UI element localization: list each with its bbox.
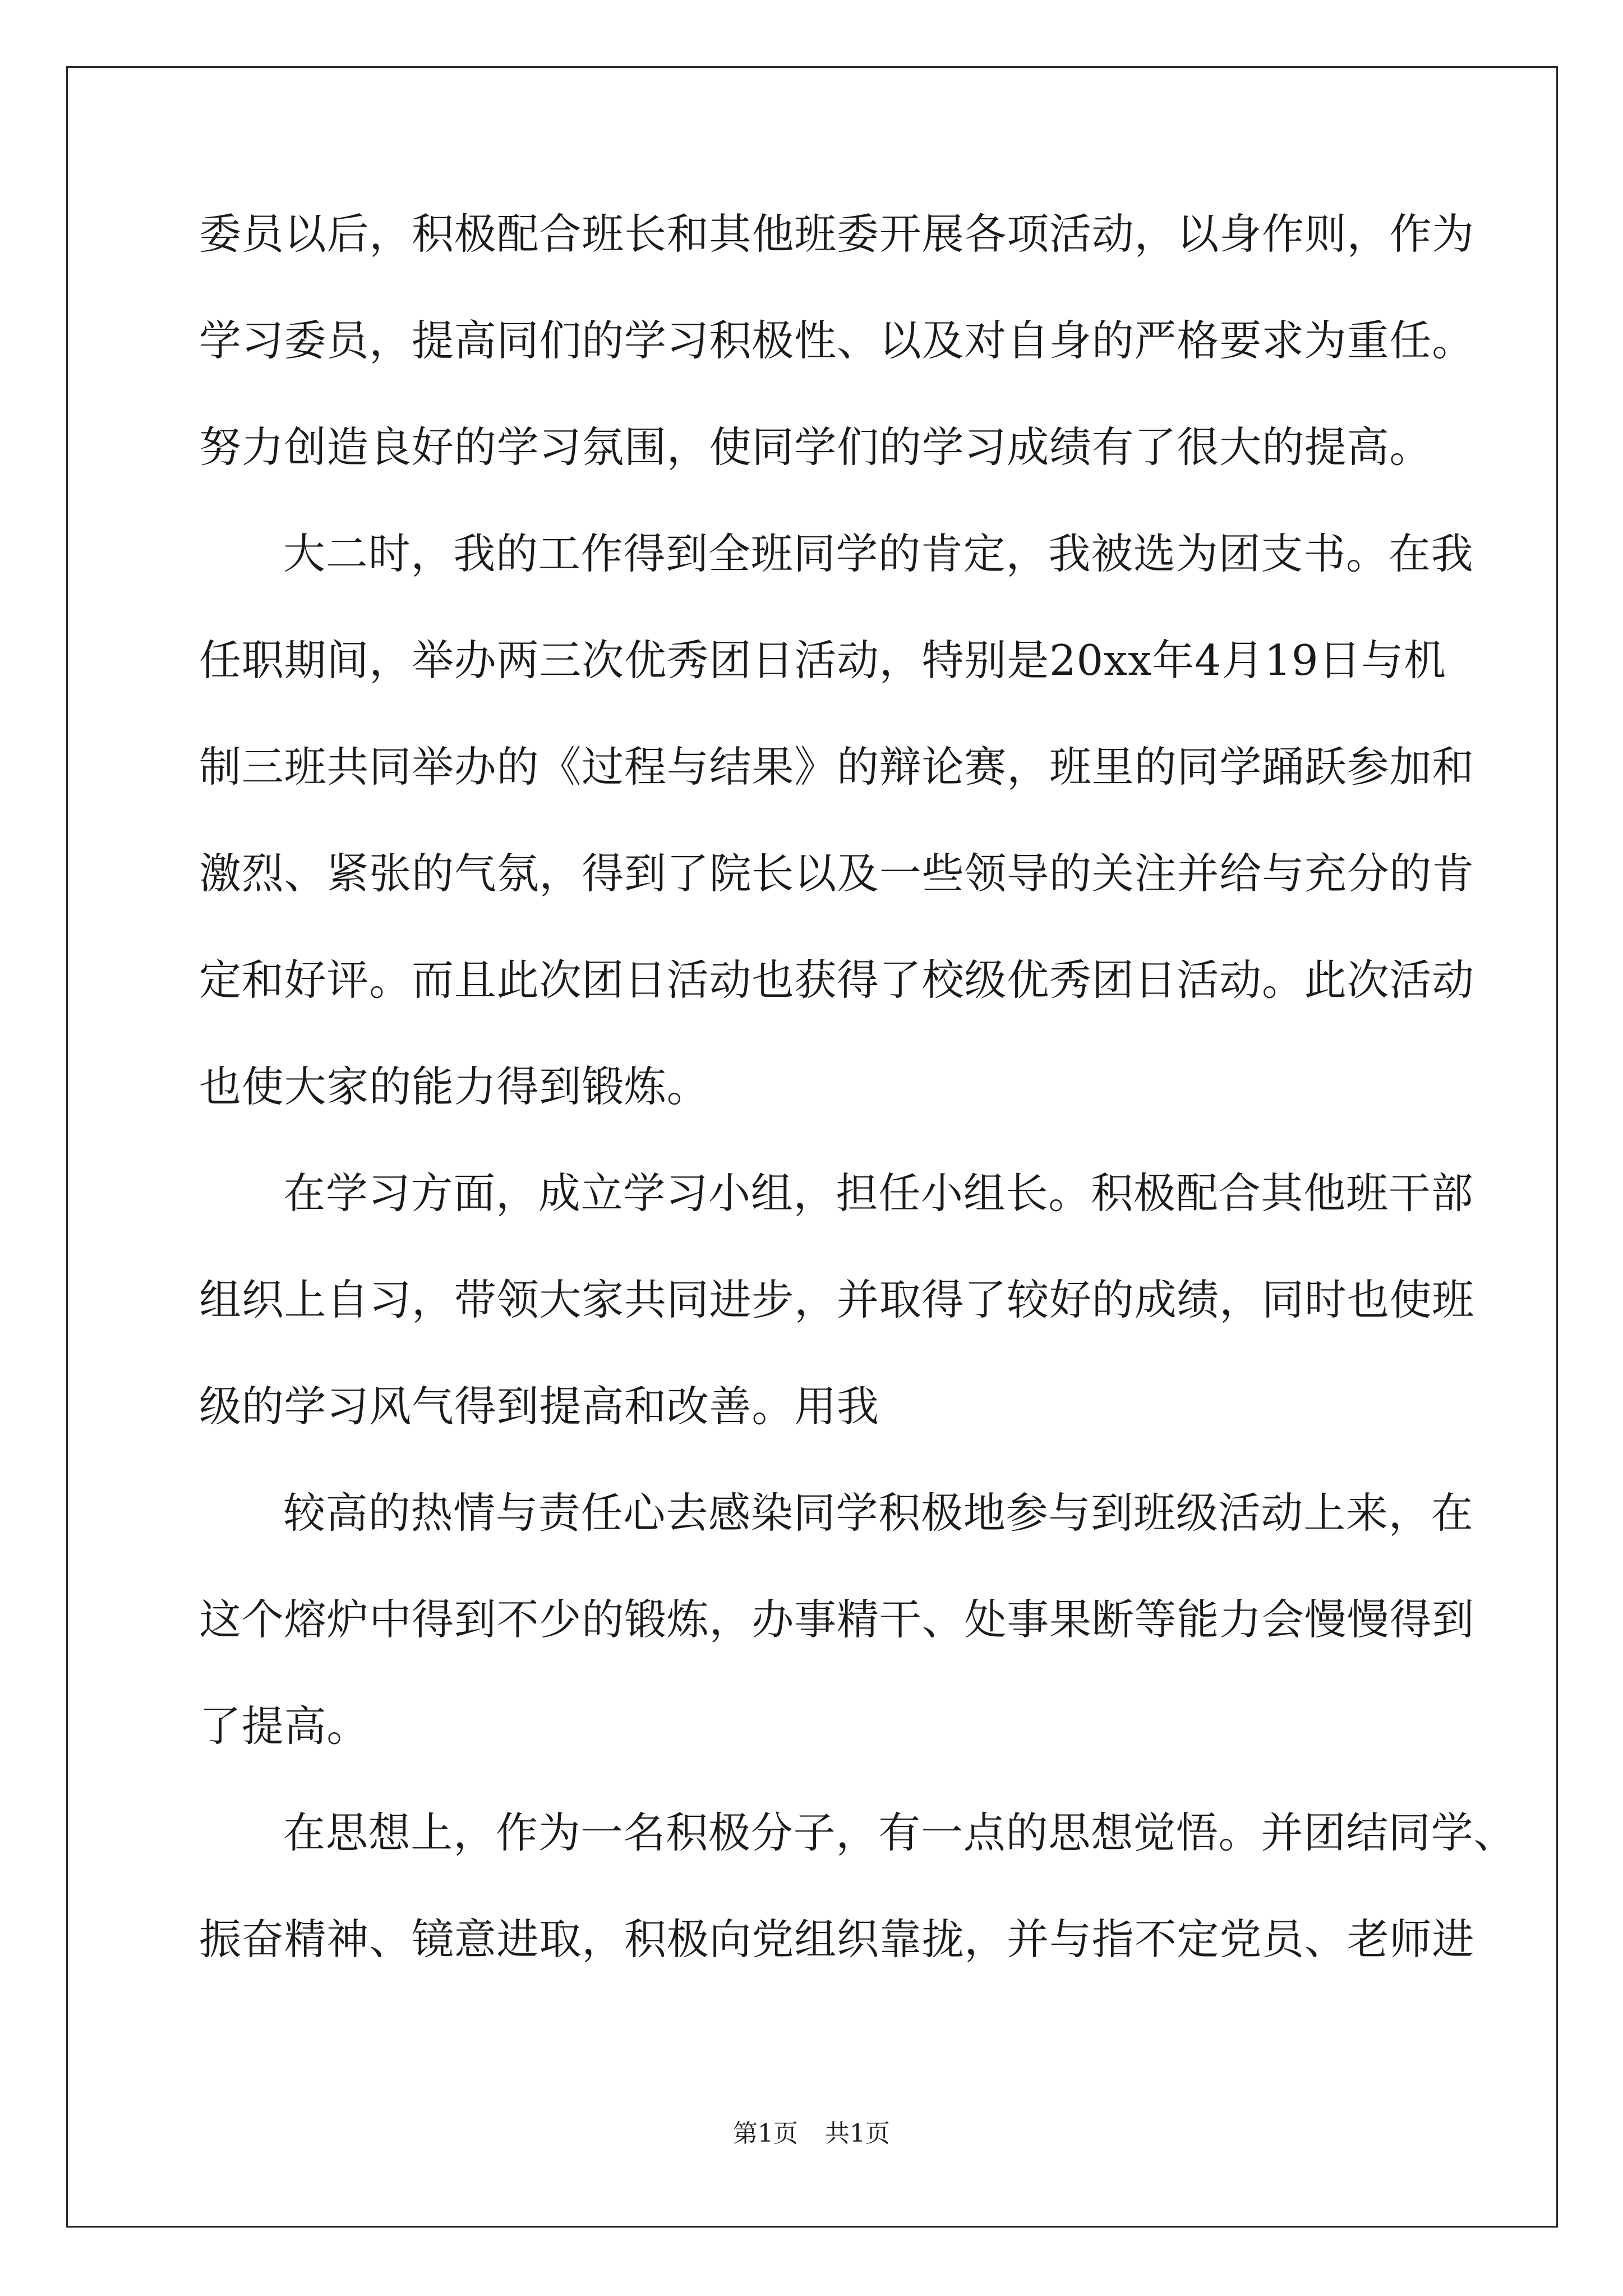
document-body bbox=[199, 209, 1516, 2025]
text-line: 委员以后，积极配合班长和其他班委开展各项活动，以身作则，作为 bbox=[199, 209, 1475, 259]
text-line: 定和好评。而且此次团日活动也获得了校级优秀团日活动。此次活动 bbox=[199, 955, 1475, 1005]
text-line: 努力创造良好的学习氛围，使同学们的学习成绩有了很大的提高。 bbox=[199, 422, 1432, 472]
text-line: 学习委员，提高同们的学习积极性、以及对自身的严格要求为重任。 bbox=[199, 316, 1475, 365]
page-footer bbox=[0, 2113, 1623, 2149]
text-line: 级的学习风气得到提高和改善。用我 bbox=[199, 1382, 879, 1431]
text-line: 了提高。 bbox=[199, 1701, 370, 1751]
text-line: 大二时，我的工作得到全班同学的肯定，我被选为团支书。在我 bbox=[283, 529, 1474, 578]
text-line: 振奋精神、镜意进取，积极向党组织靠拢，并与指不定党员、老师进 bbox=[199, 1915, 1475, 1964]
text-line: 较高的热情与责任心去感染同学积极地参与到班级活动上来，在 bbox=[283, 1488, 1474, 1538]
page-number: 第1页 bbox=[733, 2119, 798, 2148]
text-line: 任职期间，举办两三次优秀团日活动，特别是20xx年4月19日与机 bbox=[199, 636, 1446, 685]
text-line: 在思想上，作为一名积极分子，有一点的思想觉悟。并团结同学、 bbox=[283, 1808, 1516, 1857]
text-line: 在学习方面，成立学习小组，担任小组长。积极配合其他班干部 bbox=[283, 1168, 1474, 1218]
text-line: 也使大家的能力得到锻炼。 bbox=[199, 1062, 709, 1111]
text-line: 制三班共同举办的《过程与结果》的辩论赛，班里的同学踊跃参加和 bbox=[199, 742, 1475, 792]
text-line: 这个熔炉中得到不少的锻炼，办事精干、处事果断等能力会慢慢得到 bbox=[199, 1595, 1475, 1644]
text-line: 组织上自习，带领大家共同进步，并取得了较好的成绩，同时也使班 bbox=[199, 1275, 1475, 1324]
page-count: 共1页 bbox=[825, 2119, 890, 2148]
text-line: 激烈、紧张的气氛，得到了院长以及一些领导的关注并给与充分的肯 bbox=[199, 849, 1475, 898]
